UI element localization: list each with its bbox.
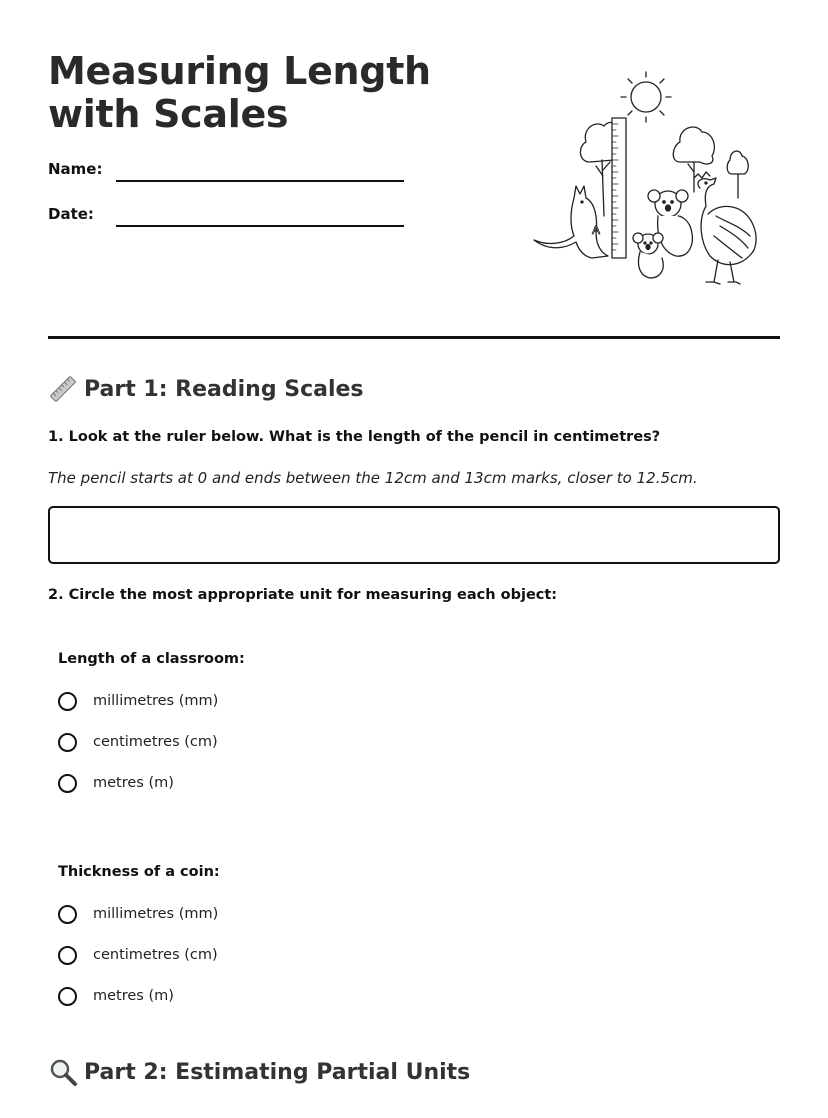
part2-title-text: Part 2: Estimating Partial Units	[84, 1059, 471, 1085]
option-label: metres (m)	[93, 988, 174, 1004]
option-classroom-mm[interactable]	[58, 689, 218, 713]
tree-icon	[727, 151, 748, 198]
answer-box[interactable]	[48, 506, 780, 564]
option-classroom-m[interactable]	[58, 771, 174, 795]
option-label: centimetres (cm)	[93, 734, 218, 750]
question-1: 1. Look at the ruler below. What is the length of the pencil in centimetres?	[48, 429, 661, 445]
option-label: centimetres (cm)	[93, 947, 218, 963]
part2-title	[48, 1057, 470, 1087]
page-title: Measuring Length with Scales	[48, 49, 431, 136]
question-1-hint: The pencil starts at 0 and ends between the 12cm and 13cm marks, closer to 12.5cm.	[48, 469, 698, 487]
radio-circle[interactable]	[58, 905, 77, 924]
part1-title	[48, 374, 364, 404]
question-2: 2. Circle the most appropriate unit for measuring each object:	[48, 587, 558, 603]
option-label: millimetres (mm)	[93, 693, 219, 709]
sun-icon	[621, 72, 671, 122]
koala-icon	[633, 233, 663, 278]
option-label: millimetres (mm)	[93, 906, 219, 922]
kangaroo-icon	[534, 186, 608, 258]
part1-title-text: Part 1: Reading Scales	[84, 376, 364, 402]
option-coin-cm[interactable]	[58, 943, 218, 967]
magnifier-icon	[48, 1057, 78, 1087]
group-label-coin: Thickness of a coin:	[58, 864, 220, 880]
radio-circle[interactable]	[58, 987, 77, 1006]
option-coin-mm[interactable]	[58, 902, 218, 926]
radio-circle[interactable]	[58, 946, 77, 965]
emu-icon	[694, 172, 756, 284]
name-label: Name:	[48, 160, 103, 178]
radio-circle[interactable]	[58, 733, 77, 752]
radio-circle[interactable]	[58, 692, 77, 711]
ruler-icon	[48, 374, 78, 404]
ruler-letter: A	[592, 223, 601, 237]
date-label: Date:	[48, 205, 94, 223]
radio-circle[interactable]	[58, 774, 77, 793]
option-label: metres (m)	[93, 775, 174, 791]
group-label-classroom: Length of a classroom:	[58, 651, 245, 667]
date-field[interactable]	[116, 225, 404, 227]
ruler-icon	[612, 118, 626, 258]
animals-ruler-illustration	[530, 66, 762, 288]
option-classroom-cm[interactable]	[58, 730, 218, 754]
name-field[interactable]	[116, 180, 404, 182]
option-coin-m[interactable]	[58, 984, 174, 1008]
section-divider	[48, 336, 780, 339]
